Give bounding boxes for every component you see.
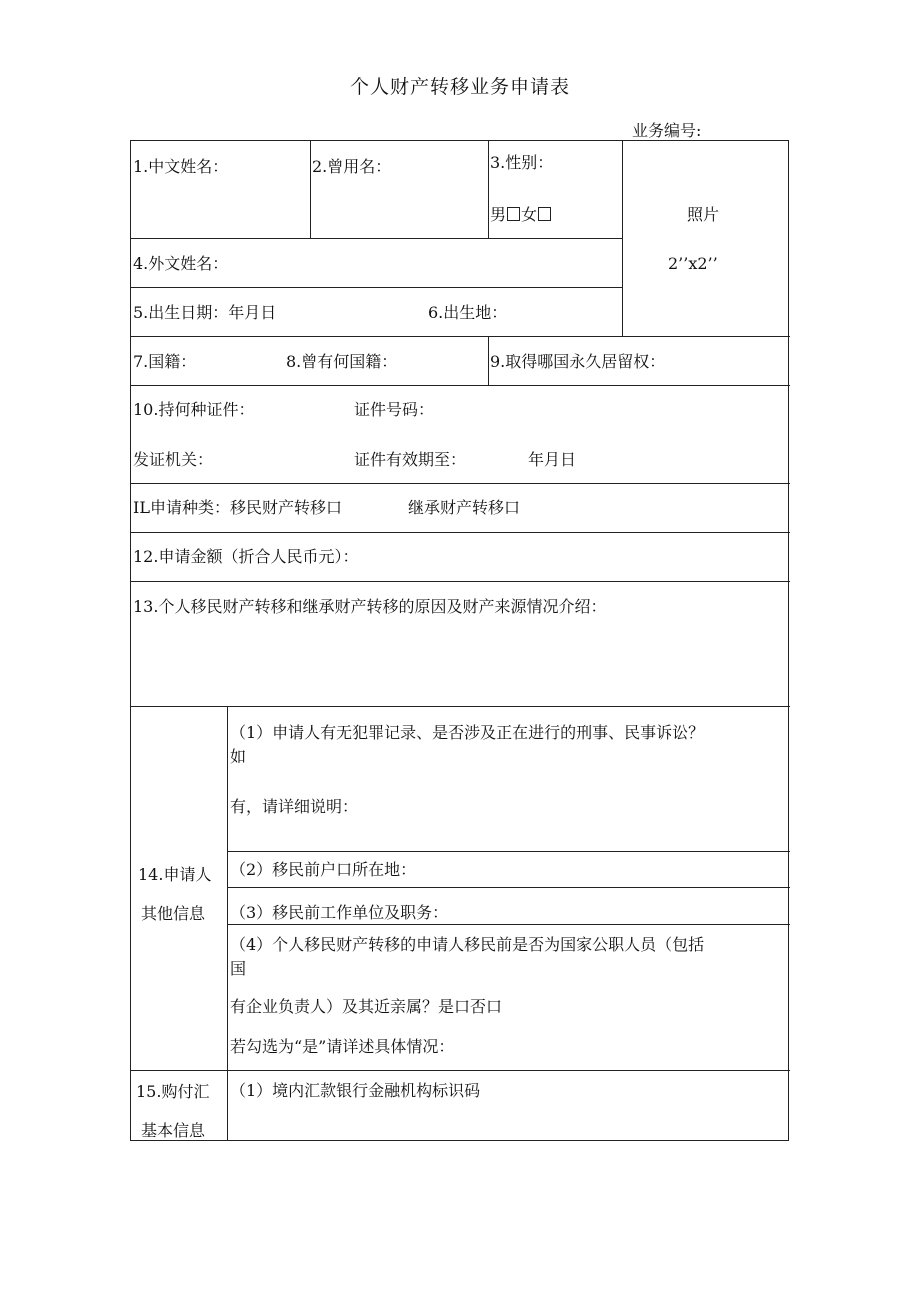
gender-female-checkbox[interactable] <box>538 207 551 221</box>
field-gender: 3.性别： <box>490 153 554 172</box>
col-divider <box>227 706 228 1141</box>
q4-public-official-cont: 国 <box>230 959 247 978</box>
photo-label: 照片 <box>687 205 720 224</box>
row-divider <box>131 1070 790 1071</box>
business-number-label: 业务编号: <box>632 121 702 140</box>
row-divider <box>228 851 790 852</box>
q1-criminal-record-cont: 如 <box>230 747 247 766</box>
q1-criminal-record: （1）申请人有无犯罪记录、是否涉及正在进行的刑事、民事诉讼？ <box>230 723 705 742</box>
section15-label-line2: 基本信息 <box>141 1121 206 1140</box>
photo-size: 2’’x2’’ <box>668 254 718 273</box>
row-divider <box>131 483 790 484</box>
field-permanent-residence: 9.取得哪国永久居留权： <box>490 352 666 371</box>
field-validity-date: 年月日 <box>528 450 577 469</box>
field-amount: 12.申请金额（折合人民币元）： <box>133 547 359 566</box>
field-certificate-validity: 证件有效期至： <box>354 450 467 469</box>
gender-female-label: 女 <box>521 205 538 224</box>
field-certificate-number: 证件号码： <box>354 400 435 419</box>
row-divider <box>131 532 790 533</box>
q15-bank-code: （1）境内汇款银行金融机构标识码 <box>230 1081 481 1100</box>
field-birth-place: 6.出生地： <box>428 303 508 322</box>
section14-label-line1: 14.申请人 <box>138 865 212 884</box>
q1-details: 有，请详细说明： <box>230 797 359 816</box>
col-divider <box>488 141 489 238</box>
row-divider <box>131 581 790 582</box>
row-divider <box>228 887 790 888</box>
row-divider <box>131 336 790 337</box>
application-form-table <box>130 140 789 1141</box>
field-issuing-authority: 发证机关： <box>133 450 214 469</box>
col-divider <box>488 336 489 385</box>
q2-household-registration: （2）移民前户口所在地： <box>230 860 417 879</box>
field-chinese-name: 1.中文姓名： <box>133 157 229 176</box>
field-application-type: IL申请种类：移民财产转移口 <box>133 498 342 517</box>
field-reason: 13.个人移民财产转移和继承财产转移的原因及财产来源情况介绍： <box>133 597 607 616</box>
field-former-name: 2.曾用名： <box>312 157 392 176</box>
row-divider <box>228 924 790 925</box>
row-divider <box>131 287 623 288</box>
field-birth-date: 5.出生日期：年月日 <box>133 303 277 322</box>
field-inheritance-transfer: 继承财产转移口 <box>408 498 521 517</box>
q4-relatives: 有企业负责人）及其近亲属？是口否口 <box>230 997 503 1016</box>
gender-male-label: 男 <box>490 205 507 224</box>
row-divider <box>131 238 623 239</box>
col-divider <box>310 141 311 238</box>
section14-label-line2: 其他信息 <box>141 904 206 923</box>
gender-options <box>490 205 552 225</box>
q3-employer: （3）移民前工作单位及职务： <box>230 903 449 922</box>
field-certificate-type: 10.持何种证件： <box>133 400 255 419</box>
section15-label-line1: 15.购付汇 <box>136 1082 210 1101</box>
row-divider <box>131 706 790 707</box>
col-divider <box>622 141 623 336</box>
field-nationality: 7.国籍： <box>133 352 197 371</box>
page-title: 个人财产转移业务申请表 <box>349 76 570 98</box>
gender-male-checkbox[interactable] <box>507 207 520 221</box>
field-foreign-name: 4.外文姓名： <box>133 254 229 273</box>
q4-details: 若勾选为“是”请详述具体情况： <box>230 1037 455 1056</box>
row-divider <box>131 385 790 386</box>
field-former-nationality: 8.曾有何国籍： <box>286 352 398 371</box>
q4-public-official: （4）个人移民财产转移的申请人移民前是否为国家公职人员（包括 <box>230 935 705 954</box>
